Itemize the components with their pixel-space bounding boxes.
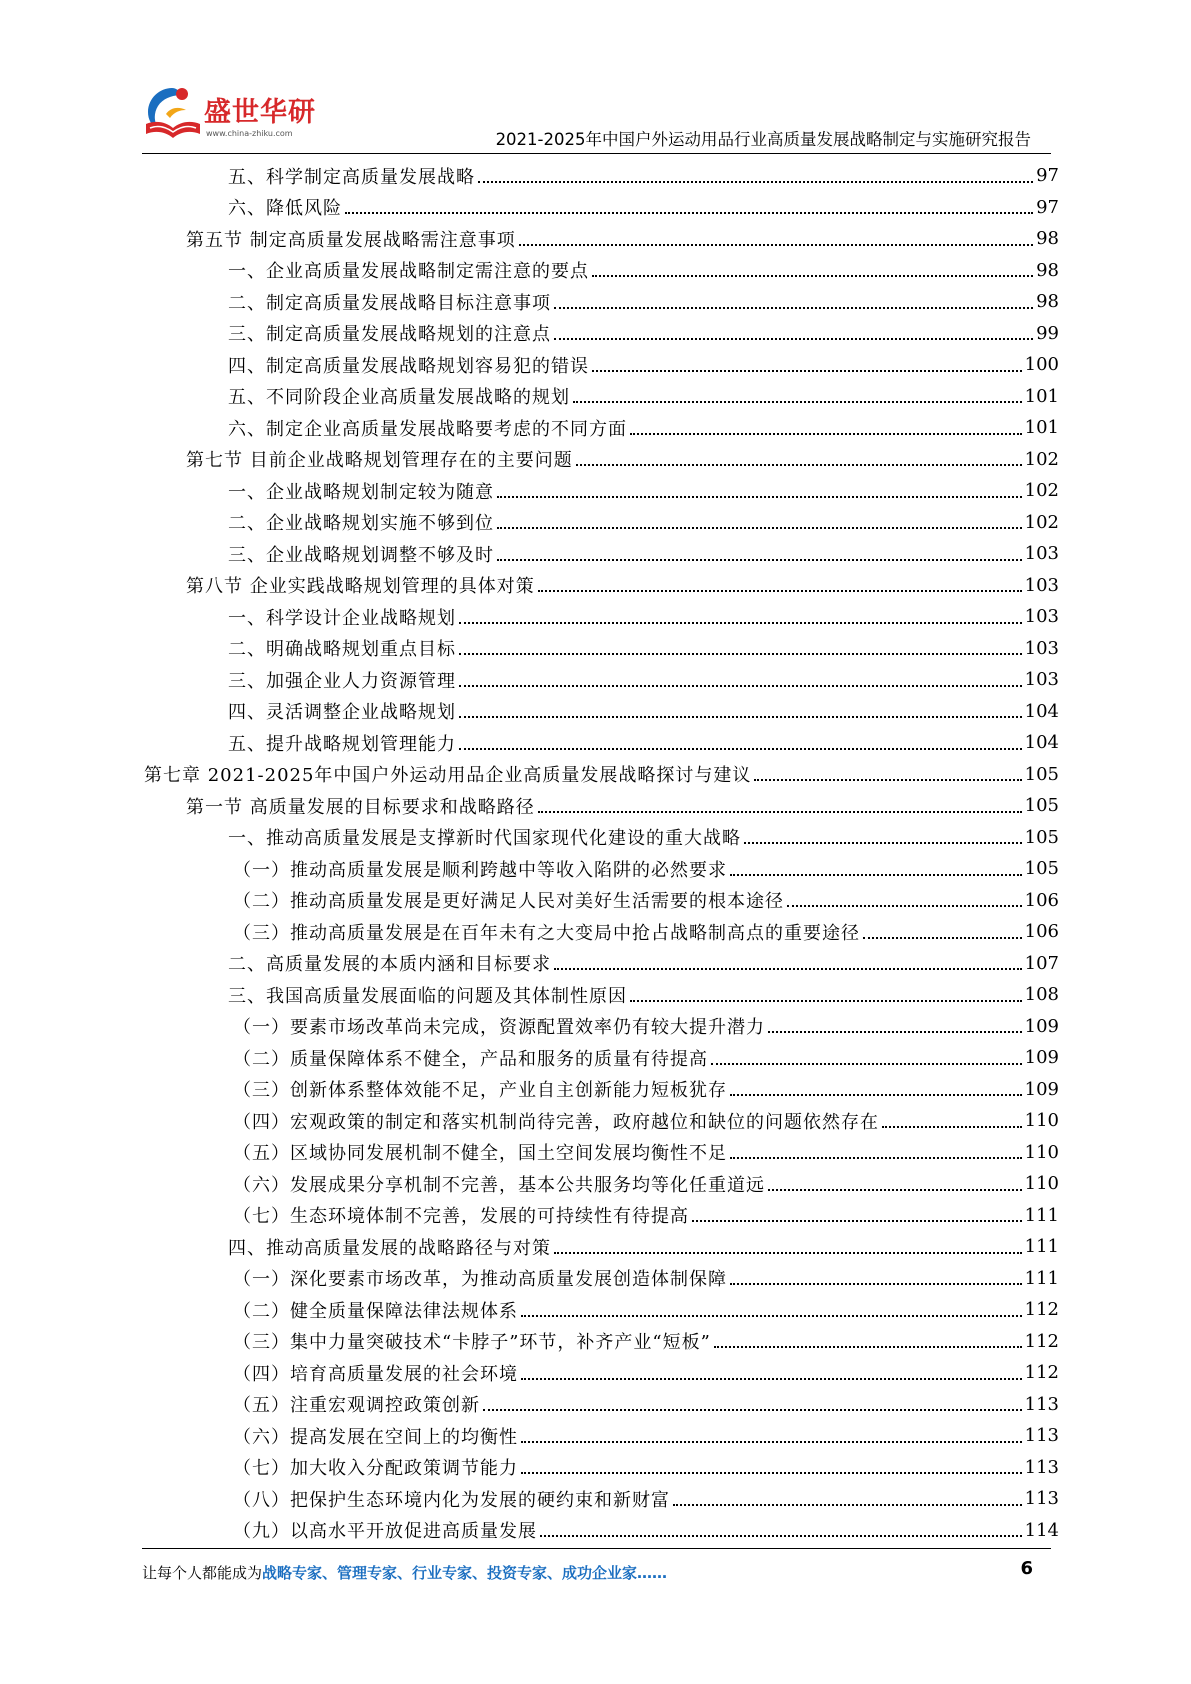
toc-dot-leader: [483, 1409, 1022, 1411]
toc-entry[interactable]: [140, 727, 1059, 759]
toc-entry[interactable]: [140, 1326, 1059, 1358]
toc-entry-page: 113: [1024, 1393, 1059, 1415]
toc-dot-leader: [882, 1126, 1022, 1128]
toc-dot-leader: [459, 622, 1022, 624]
footer-slogan: [142, 1562, 667, 1583]
toc-entry-page: 103: [1024, 574, 1059, 596]
toc-entry-page: 104: [1024, 700, 1059, 722]
toc-entry-page: 113: [1024, 1456, 1059, 1478]
toc-entry-title: （二）推动高质量发展是更好满足人民对美好生活需要的根本途径: [233, 891, 784, 913]
toc-entry[interactable]: [140, 790, 1059, 822]
toc-entry-title: 一、科学设计企业战略规划: [228, 607, 456, 629]
toc-entry-page: 102: [1024, 480, 1059, 502]
toc-entry-title: （五）区域协同发展机制不健全，国土空间发展均衡性不足: [233, 1143, 727, 1165]
toc-dot-leader: [692, 1220, 1022, 1222]
toc-entry[interactable]: [140, 286, 1059, 318]
toc-entry-page: 103: [1024, 637, 1059, 659]
toc-entry-title: 三、我国高质量发展面临的问题及其体制性原因: [228, 985, 627, 1007]
toc-entry[interactable]: [140, 1294, 1059, 1326]
toc-dot-leader: [554, 968, 1022, 970]
toc-entry[interactable]: [140, 1452, 1059, 1484]
toc-entry-page: 105: [1024, 858, 1059, 880]
toc-dot-leader: [521, 1441, 1022, 1443]
toc-entry-title: 三、企业战略规划调整不够及时: [228, 544, 494, 566]
toc-entry-title: （二）质量保障体系不健全，产品和服务的质量有待提高: [233, 1048, 708, 1070]
toc-entry-page: 111: [1024, 1204, 1059, 1226]
toc-entry[interactable]: [140, 1357, 1059, 1389]
toc-entry-page: 105: [1024, 795, 1059, 817]
toc-entry-title: （二）健全质量保障法律法规体系: [233, 1300, 518, 1322]
toc-entry-title: （九）以高水平开放促进高质量发展: [233, 1521, 537, 1543]
toc-entry-page: 106: [1024, 889, 1059, 911]
toc-dot-leader: [863, 937, 1022, 939]
toc-dot-leader: [730, 1157, 1022, 1159]
toc-entry-page: 112: [1024, 1362, 1059, 1384]
toc-dot-leader: [768, 1031, 1022, 1033]
toc-entry-page: 102: [1024, 511, 1059, 533]
page-number: 6: [1020, 1558, 1033, 1579]
toc-entry[interactable]: [140, 948, 1059, 980]
toc-entry[interactable]: [140, 538, 1059, 570]
toc-entry-title: （八）把保护生态环境内化为发展的硬约束和新财富: [233, 1489, 670, 1511]
toc-entry[interactable]: [140, 885, 1059, 917]
toc-entry-page: 109: [1024, 1078, 1059, 1100]
logo-name: 盛世华研: [204, 97, 316, 128]
toc-entry-title: 三、制定高质量发展战略规划的注意点: [228, 324, 551, 346]
report-title: 2021-2025年中国户外运动用品行业高质量发展战略制定与实施研究报告: [495, 130, 1031, 149]
toc-entry-page: 99: [1036, 322, 1059, 344]
toc-dot-leader: [576, 464, 1022, 466]
logo-book-icon: [142, 84, 204, 146]
toc-entry[interactable]: [140, 1389, 1059, 1421]
toc-entry-page: 111: [1024, 1267, 1059, 1289]
toc-entry-page: 109: [1024, 1047, 1059, 1069]
toc-entry-title: 第七章 2021-2025年中国户外运动用品企业高质量发展战略探讨与建议: [144, 765, 752, 787]
toc-entry-title: （六）提高发展在空间上的均衡性: [233, 1426, 518, 1448]
footer-slogan-highlight: 战略专家、管理专家、行业专家、投资专家、成功企业家……: [262, 1564, 668, 1582]
toc-entry-page: 112: [1024, 1299, 1059, 1321]
toc-dot-leader: [630, 433, 1022, 435]
footer-divider: [142, 1548, 1051, 1549]
toc-entry[interactable]: [140, 1168, 1059, 1200]
toc-dot-leader: [521, 1378, 1022, 1380]
toc-entry-page: 105: [1024, 763, 1059, 785]
toc-entry[interactable]: [140, 759, 1059, 791]
toc-dot-leader: [538, 811, 1022, 813]
toc-entry-title: 六、降低风险: [228, 198, 342, 220]
toc-entry[interactable]: [140, 349, 1059, 381]
toc-entry-title: （三）集中力量突破技术“卡脖子”环节，补齐产业“短板”: [233, 1332, 711, 1354]
toc-entry-title: 二、高质量发展的本质内涵和目标要求: [228, 954, 551, 976]
toc-dot-leader: [459, 685, 1022, 687]
toc-entry-title: 二、企业战略规划实施不够到位: [228, 513, 494, 535]
footer-slogan-prefix: 让每个人都能成为: [142, 1564, 263, 1582]
toc-entry-page: 108: [1024, 984, 1059, 1006]
toc-entry-title: 六、制定企业高质量发展战略要考虑的不同方面: [228, 418, 627, 440]
toc-entry-page: 109: [1024, 1015, 1059, 1037]
toc-dot-leader: [459, 748, 1022, 750]
toc-entry-title: 五、不同阶段企业高质量发展战略的规划: [228, 387, 570, 409]
toc-entry-page: 113: [1024, 1488, 1059, 1510]
toc-entry-title: 第一节 高质量发展的目标要求和战略路径: [186, 796, 535, 818]
toc-entry-page: 97: [1036, 165, 1059, 187]
toc-dot-leader: [730, 1094, 1022, 1096]
toc-dot-leader: [787, 905, 1022, 907]
toc-entry-title: 四、推动高质量发展的战略路径与对策: [228, 1237, 551, 1259]
toc-entry[interactable]: [140, 633, 1059, 665]
toc-dot-leader: [497, 527, 1022, 529]
toc-entry-title: （一）要素市场改革尚未完成，资源配置效率仍有较大提升潜力: [233, 1017, 765, 1039]
toc-entry-title: （一）深化要素市场改革，为推动高质量发展创造体制保障: [233, 1269, 727, 1291]
toc-entry[interactable]: [140, 916, 1059, 948]
toc-dot-leader: [592, 370, 1022, 372]
toc-entry[interactable]: [140, 1042, 1059, 1074]
toc-entry-page: 101: [1024, 385, 1059, 407]
toc-entry-page: 112: [1024, 1330, 1059, 1352]
toc-dot-leader: [768, 1189, 1022, 1191]
toc-entry[interactable]: [140, 1074, 1059, 1106]
toc-dot-leader: [554, 1252, 1022, 1254]
toc-entry-page: 103: [1024, 606, 1059, 628]
toc-entry-title: （六）发展成果分享机制不完善，基本公共服务均等化任重道远: [233, 1174, 765, 1196]
toc-dot-leader: [744, 842, 1022, 844]
toc-entry-title: （七）生态环境体制不完善，发展的可持续性有待提高: [233, 1206, 689, 1228]
toc-entry[interactable]: [140, 696, 1059, 728]
toc-entry-title: 二、制定高质量发展战略目标注意事项: [228, 292, 551, 314]
toc-dot-leader: [345, 212, 1033, 214]
toc-entry[interactable]: [140, 255, 1059, 287]
toc-entry-page: 111: [1024, 1236, 1059, 1258]
toc-entry-page: 114: [1024, 1519, 1059, 1541]
toc-entry[interactable]: [140, 475, 1059, 507]
toc-entry-title: 三、加强企业人力资源管理: [228, 670, 456, 692]
toc-entry[interactable]: [140, 444, 1059, 476]
toc-entry-page: 110: [1024, 1110, 1059, 1132]
toc-dot-leader: [478, 181, 1033, 183]
toc-entry[interactable]: [140, 1420, 1059, 1452]
toc-entry[interactable]: [140, 412, 1059, 444]
toc-dot-leader: [519, 244, 1033, 246]
toc-entry-page: 101: [1024, 417, 1059, 439]
toc-entry[interactable]: [140, 1263, 1059, 1295]
toc-entry[interactable]: [140, 381, 1059, 413]
toc-dot-leader: [673, 1504, 1022, 1506]
toc-entry[interactable]: [140, 1231, 1059, 1263]
toc-dot-leader: [592, 275, 1033, 277]
toc-entry-page: 104: [1024, 732, 1059, 754]
toc-entry-title: 一、企业高质量发展战略制定需注意的要点: [228, 261, 589, 283]
logo-url: www.china-zhiku.com: [206, 129, 293, 138]
toc-dot-leader: [711, 1063, 1022, 1065]
toc-entry-page: 103: [1024, 543, 1059, 565]
toc-entry[interactable]: [140, 192, 1059, 224]
toc-entry[interactable]: [140, 1105, 1059, 1137]
toc-entry-page: 98: [1036, 228, 1059, 250]
toc-entry-page: 100: [1024, 354, 1059, 376]
toc-entry-title: （七）加大收入分配政策调节能力: [233, 1458, 518, 1480]
toc-entry-page: 103: [1024, 669, 1059, 691]
toc-dot-leader: [497, 496, 1022, 498]
toc-entry[interactable]: [140, 664, 1059, 696]
toc-entry-title: 一、企业战略规划制定较为随意: [228, 481, 494, 503]
toc-entry-title: 四、灵活调整企业战略规划: [228, 702, 456, 724]
toc-entry-page: 98: [1036, 291, 1059, 313]
toc-entry[interactable]: [140, 853, 1059, 885]
toc-dot-leader: [573, 401, 1022, 403]
toc-entry-page: 110: [1024, 1173, 1059, 1195]
toc-entry[interactable]: [140, 1011, 1059, 1043]
toc-entry-title: 五、科学制定高质量发展战略: [228, 166, 475, 188]
toc-entry-title: 第五节 制定高质量发展战略需注意事项: [186, 229, 516, 251]
toc-entry-page: 98: [1036, 259, 1059, 281]
toc-dot-leader: [521, 1315, 1022, 1317]
toc-entry[interactable]: [140, 1200, 1059, 1232]
toc-dot-leader: [538, 590, 1022, 592]
toc-entry[interactable]: [140, 507, 1059, 539]
company-logo: [142, 84, 316, 146]
toc-entry-title: 一、推动高质量发展是支撑新时代国家现代化建设的重大战略: [228, 828, 741, 850]
toc-entry-title: （四）宏观政策的制定和落实机制尚待完善，政府越位和缺位的问题依然存在: [233, 1111, 879, 1133]
toc-entry[interactable]: [140, 822, 1059, 854]
page-header: [0, 0, 1191, 160]
toc-entry[interactable]: [140, 223, 1059, 255]
toc-entry-page: 97: [1036, 196, 1059, 218]
toc-entry-title: （三）推动高质量发展是在百年未有之大变局中抢占战略制高点的重要途径: [233, 922, 860, 944]
toc-dot-leader: [730, 874, 1022, 876]
toc-entry[interactable]: [140, 1137, 1059, 1169]
toc-entry-title: （一）推动高质量发展是顺利跨越中等收入陷阱的必然要求: [233, 859, 727, 881]
table-of-contents: [140, 160, 1059, 1546]
toc-entry-page: 107: [1024, 952, 1059, 974]
toc-entry[interactable]: [140, 1515, 1059, 1547]
toc-dot-leader: [459, 653, 1022, 655]
toc-entry-page: 105: [1024, 826, 1059, 848]
toc-dot-leader: [497, 559, 1022, 561]
toc-entry-page: 110: [1024, 1141, 1059, 1163]
toc-entry[interactable]: [140, 160, 1059, 192]
toc-dot-leader: [554, 338, 1033, 340]
toc-dot-leader: [459, 716, 1022, 718]
toc-dot-leader: [540, 1535, 1022, 1537]
toc-entry-page: 106: [1024, 921, 1059, 943]
toc-entry[interactable]: [140, 979, 1059, 1011]
header-divider: [142, 153, 1051, 154]
toc-entry-title: 二、明确战略规划重点目标: [228, 639, 456, 661]
toc-dot-leader: [554, 307, 1033, 309]
toc-entry-title: 四、制定高质量发展战略规划容易犯的错误: [228, 355, 589, 377]
toc-entry[interactable]: [140, 1483, 1059, 1515]
toc-entry-title: （五）注重宏观调控政策创新: [233, 1395, 480, 1417]
toc-entry-title: 五、提升战略规划管理能力: [228, 733, 456, 755]
toc-entry[interactable]: [140, 570, 1059, 602]
toc-entry[interactable]: [140, 318, 1059, 350]
toc-entry-page: 113: [1024, 1425, 1059, 1447]
toc-entry-title: 第七节 目前企业战略规划管理存在的主要问题: [186, 450, 573, 472]
toc-entry-title: （四）培育高质量发展的社会环境: [233, 1363, 518, 1385]
toc-dot-leader: [730, 1283, 1022, 1285]
toc-dot-leader: [521, 1472, 1022, 1474]
toc-entry[interactable]: [140, 601, 1059, 633]
toc-entry-title: （三）创新体系整体效能不足，产业自主创新能力短板犹存: [233, 1080, 727, 1102]
toc-dot-leader: [714, 1346, 1022, 1348]
toc-entry-title: 第八节 企业实践战略规划管理的具体对策: [186, 576, 535, 598]
toc-dot-leader: [630, 1000, 1022, 1002]
toc-dot-leader: [754, 779, 1021, 781]
toc-entry-page: 102: [1024, 448, 1059, 470]
